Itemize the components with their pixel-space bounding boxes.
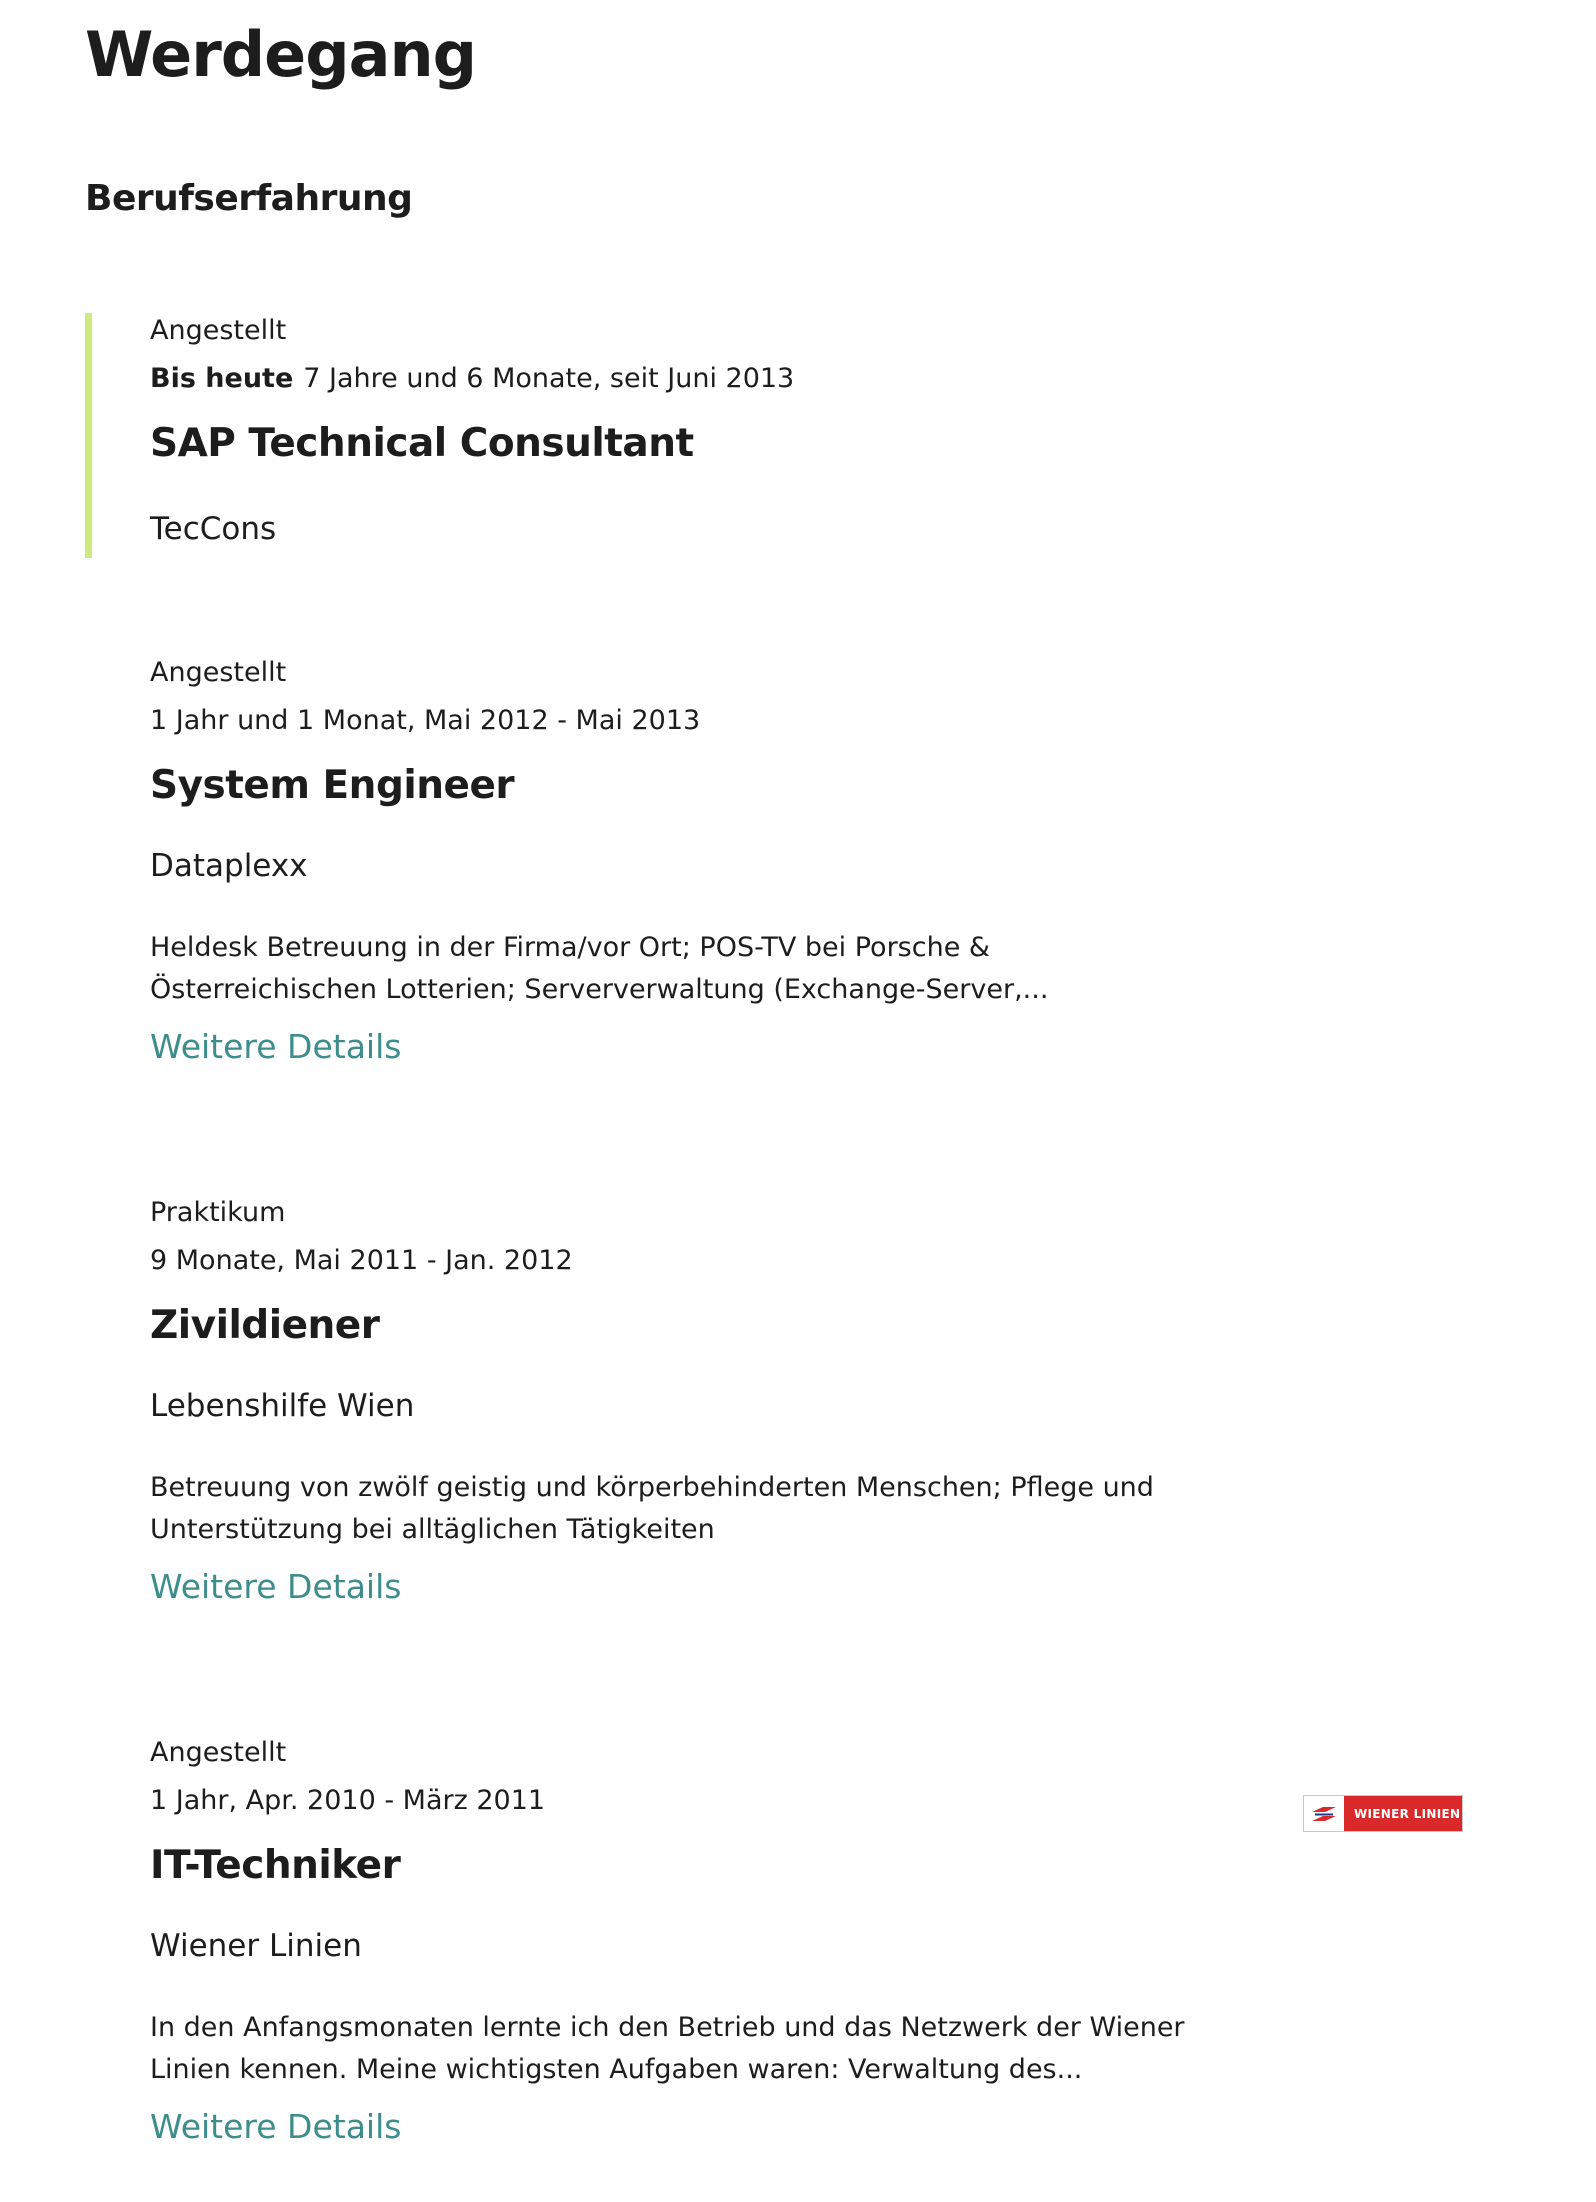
- description-line: Betreuung von zwölf geistig und körperbehinderten Menschen; Pflege und: [150, 1472, 1154, 1503]
- employment-type: Angestellt: [150, 1737, 287, 1768]
- employment-dates: 1 Jahr, Apr. 2010 - März 2011: [150, 1785, 546, 1816]
- company-name: TecCons: [150, 511, 277, 547]
- employment-dates: [150, 363, 794, 394]
- section-title: Berufserfahrung: [85, 178, 413, 219]
- description-line: Österreichischen Lotterien; Serververwaltung (Exchange-Server,...: [150, 974, 1049, 1005]
- job-title: IT-Techniker: [150, 1843, 401, 1888]
- company-logo: [1303, 1795, 1463, 1832]
- more-details-link[interactable]: Weitere Details: [150, 2107, 402, 2146]
- job-description: [150, 927, 1150, 1011]
- duration-text: 7 Jahre und 6 Monate, seit Juni 2013: [303, 363, 795, 394]
- page-title: Werdegang: [85, 18, 476, 91]
- job-title: SAP Technical Consultant: [150, 421, 694, 466]
- current-badge: Bis heute: [150, 363, 294, 394]
- description-line: Unterstützung bei alltäglichen Tätigkeiten: [150, 1514, 715, 1545]
- description-line: Heldesk Betreuung in der Firma/vor Ort; POS-TV bei Porsche &: [150, 932, 990, 963]
- logo-text: WIENER LINIEN: [1354, 1806, 1461, 1821]
- job-description: [150, 2007, 1185, 2091]
- employment-type: Angestellt: [150, 657, 287, 688]
- job-title: System Engineer: [150, 763, 515, 808]
- job-description: [150, 1467, 1154, 1551]
- wiener-linien-logo-icon: [1304, 1796, 1344, 1831]
- description-line: Linien kennen. Meine wichtigsten Aufgaben waren: Verwaltung des...: [150, 2054, 1083, 2085]
- company-name: Dataplexx: [150, 848, 308, 884]
- company-name: Wiener Linien: [150, 1928, 362, 1964]
- more-details-link[interactable]: Weitere Details: [150, 1027, 402, 1066]
- company-name: Lebenshilfe Wien: [150, 1388, 415, 1424]
- employment-type: Angestellt: [150, 315, 287, 346]
- description-line: In den Anfangsmonaten lernte ich den Betrieb und das Netzwerk der Wiener: [150, 2012, 1185, 2043]
- employment-dates: 1 Jahr und 1 Monat, Mai 2012 - Mai 2013: [150, 705, 701, 736]
- experience-entry-current: [85, 313, 1492, 558]
- employment-dates: 9 Monate, Mai 2011 - Jan. 2012: [150, 1245, 573, 1276]
- more-details-link[interactable]: Weitere Details: [150, 1567, 402, 1606]
- employment-type: Praktikum: [150, 1197, 286, 1228]
- job-title: Zivildiener: [150, 1303, 380, 1348]
